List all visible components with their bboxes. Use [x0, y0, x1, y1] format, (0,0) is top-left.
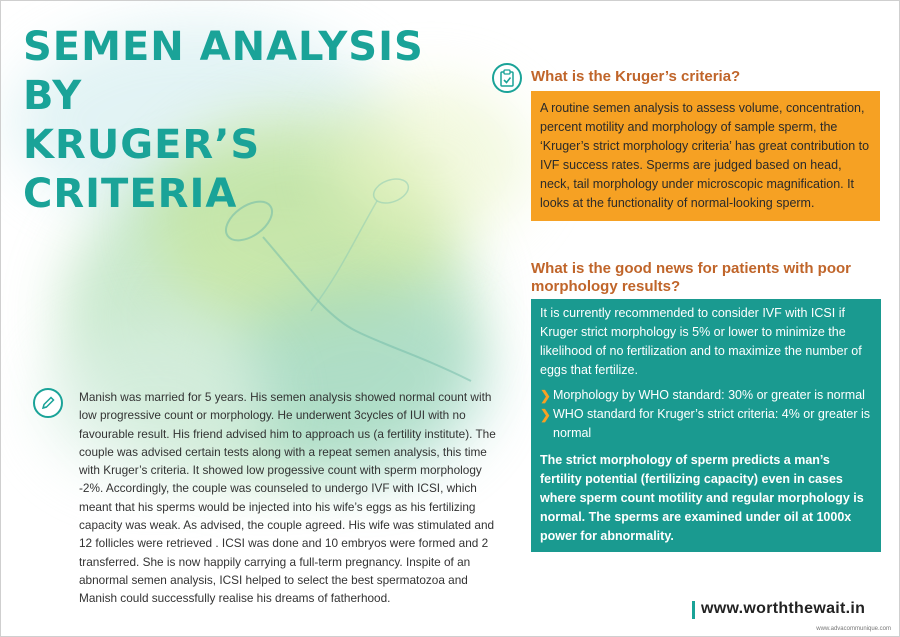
- list-item: [540, 386, 871, 405]
- clipboard-icon: [492, 63, 522, 93]
- website-link[interactable]: www.worththewait.in: [701, 600, 866, 617]
- good-news-intro: It is currently recommended to consider IVF with ICSI if Kruger strict morphology is 5% or lower to minimize the likelihood of no fertilization and to maximize the number of eggs that fertilize.: [540, 306, 862, 377]
- kruger-criteria-box: [531, 91, 880, 221]
- page-title: [23, 23, 463, 219]
- good-news-highlight: The strict morphology of sperm predicts a man’s fertility potential (fertilizing capacity) even in cases where sperm count motility and regular morphology is normal. The sperms are examined under oil at 1000x power for abnormality.: [540, 453, 864, 543]
- criteria-list: [540, 386, 871, 443]
- list-item: [540, 405, 871, 443]
- section-heading-kruger-criteria: What is the Kruger’s criteria?: [531, 68, 741, 85]
- chevron-right-icon: ❯: [540, 407, 551, 422]
- list-item-text: WHO standard for Kruger’s strict criteria: 4% or greater is normal: [553, 407, 870, 440]
- website-divider: [692, 601, 695, 619]
- good-news-box: [531, 299, 881, 552]
- kruger-criteria-text: A routine semen analysis to assess volume, concentration, percent motility and morphology of sample sperm, the ‘Kruger’s strict morphology criteria’ has great contribution to IVF success rates. Sperms are judged based on head, neck, tail morphology under microscopic magnification. It looks at the functionality of normal-looking sperm.: [540, 101, 870, 210]
- case-story-text: Manish was married for 5 years. His semen analysis showed normal count with low progressive count or morphology. He underwent 3cycles of IUI with no favourable result. His friend advised him to approach us (a fertility institute). The couple was advised certain tests along with a repeat semen analysis, this time with Kruger’s criteria. It showed low progessive count with sperm morphology -2%. Accordingly, the couple was counseled to undergo IVF with ICSI, which meant that his sperms would be injected into his wife’s eggs as his fertilizing capacity was weak. As advised, the couple agreed. His wife was stimulated and 12 follicles were retrieved . ICSI was done and 10 embryos were formed and 2 transferred. She is now happily carrying a full-term pregnancy. Inspite of an abnormal semen analysis, ICSI helped to select the best spermatozoa and Manish could successfully realise his dreams of fatherhood.: [79, 390, 496, 606]
- title-line-2: KRUGER’S CRITERIA: [23, 122, 261, 217]
- chevron-right-icon: ❯: [540, 388, 551, 403]
- list-item-text: Morphology by WHO standard: 30% or greater is normal: [553, 388, 865, 402]
- title-line-1: SEMEN ANALYSIS BY: [23, 24, 424, 119]
- section-heading-good-news: What is the good news for patients with poor morphology results?: [531, 260, 851, 295]
- credit-text: www.advacommunique.com: [816, 626, 891, 632]
- pen-icon: [33, 388, 63, 418]
